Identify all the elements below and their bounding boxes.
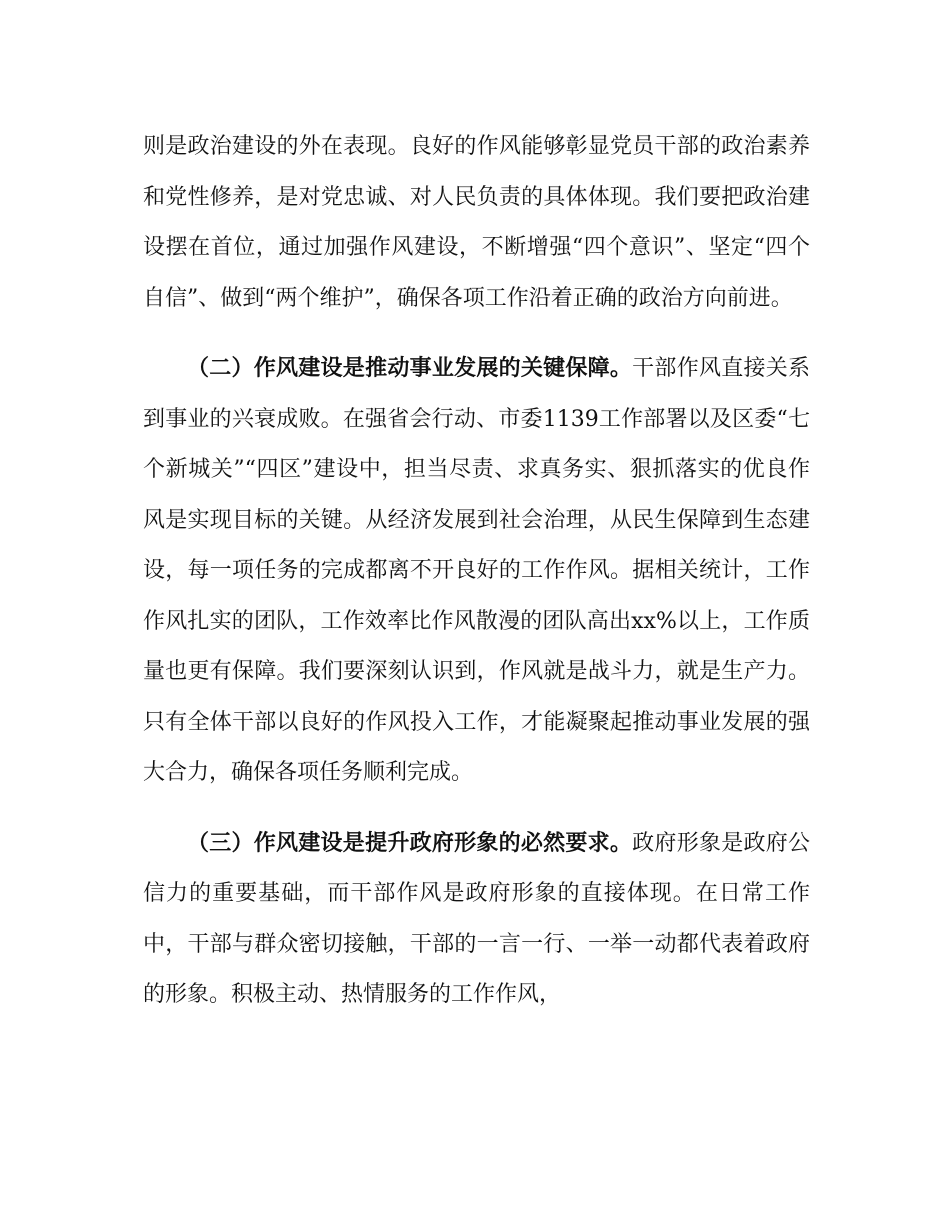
paragraph-text: 干部作风直接关系到事业的兴衰成败。在强省会行动、市委1139工作部署以及区委“七个新城关”“四区”建设中，担当尽责、求真务实、狠抓落实的优良作风是实现目标的关键。从经济发展到社会治理，从民生保障到生态建设，每一项任务的完成都离不开良好的工作作风。据相关统计，工作作风扎实的团队，工作效率比作风散漫的团队高出xx%以上，工作质量也更有保障。我们要深刻认识到，作风就是战斗力，就是生产力。只有全体干部以良好的作风投入工作，才能凝聚起推动事业发展的强大合力，确保各项任务顺利完成。 [143, 356, 810, 785]
paragraph-text: 则是政治建设的外在表现。良好的作风能够彰显党员干部的政治素养和党性修养，是对党忠诚、对人民负责的具体体现。我们要把政治建设摆在首位，通过加强作风建设，不断增强“四个意识”、坚定“四个自信”、做到“两个维护”，确保各项工作沿着正确的政治方向前进。 [143, 134, 810, 311]
section-heading-3: （三）作风建设是提升政府形象的必然要求。 [187, 830, 633, 856]
paragraph-section-2 [143, 344, 810, 799]
paragraph-text: 政府形象是政府公信力的重要基础，而干部作风是政府形象的直接体现。在日常工作中，干部与群众密切接触，干部的一言一行、一举一动都代表着政府的形象。积极主动、热情服务的工作作风， [143, 830, 810, 1007]
document-body [143, 122, 810, 1021]
section-heading-2: （二）作风建设是推动事业发展的关键保障。 [187, 356, 633, 381]
paragraph-continuation [143, 122, 810, 324]
paragraph-section-3 [143, 819, 810, 1021]
